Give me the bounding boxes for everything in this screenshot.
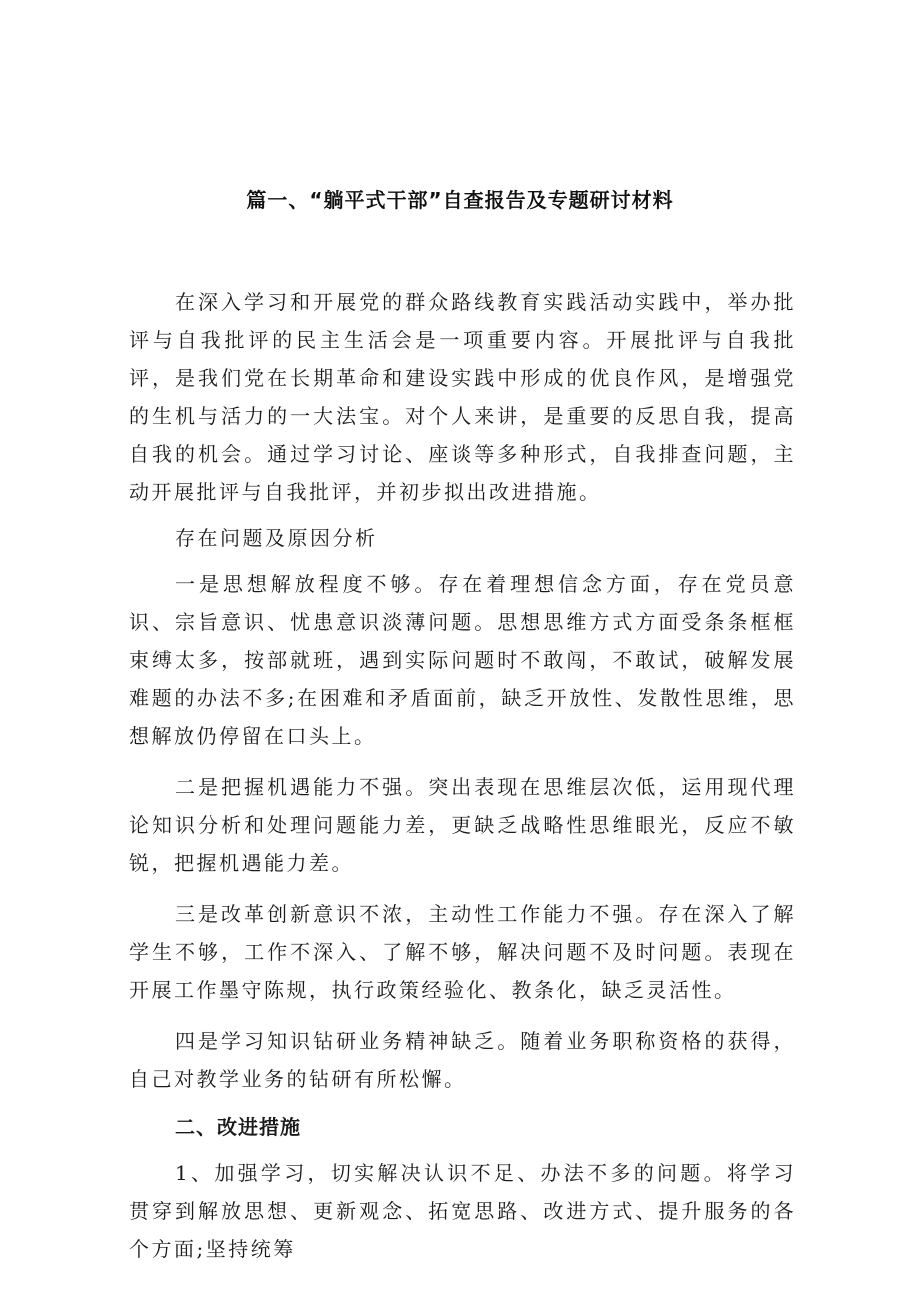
document-title: 篇一、“躺平式干部”自查报告及专题研讨材料: [246, 188, 674, 212]
paragraph-intro: 在深入学习和开展党的群众路线教育实践活动实践中，举办批评与自我批评的民主生活会是一项重要内容。开展批评与自我批评，是我们党在长期革命和建设实践中形成的优良作风，是增强党的生机与活力的一大法宝。对个人来讲，是重要的反思自我，提高自我的机会。通过学习讨论、座谈等多种形式，自我排查问题，主动开展批评与自我批评，并初步拟出改进措施。: [129, 290, 796, 504]
paragraph-problem-3: 三是改革创新意识不浓，主动性工作能力不强。存在深入了解学生不够，工作不深入、了解不够，解决问题不及时问题。表现在开展工作墨守陈规，执行政策经验化、教条化，缺乏灵活性。: [129, 902, 796, 1002]
paragraph-problem-4: 四是学习知识钻研业务精神缺乏。随着业务职称资格的获得，自己对教学业务的钻研有所松懈。: [129, 1029, 796, 1091]
section-heading-improvements: 二、改进措施: [175, 1115, 301, 1139]
paragraph-problems-heading: 存在问题及原因分析: [175, 526, 378, 550]
paragraph-measure-1: 1、加强学习，切实解决认识不足、办法不多的问题。将学习贯穿到解放思想、更新观念、拓宽思路、改进方式、提升服务的各个方面;坚持统筹: [129, 1161, 796, 1261]
document-body: [129, 283, 796, 1268]
paragraph-problem-2: 二是把握机遇能力不强。突出表现在思维层次低，运用现代理论知识分析和处理问题能力差，更缺乏战略性思维眼光，反应不敏锐，把握机遇能力差。: [129, 775, 796, 875]
paragraph-problem-1: 一是思想解放程度不够。存在着理想信念方面，存在党员意识、宗旨意识、忧患意识淡薄问题。思想思维方式方面受条条框框束缚太多，按部就班，遇到实际问题时不敢闯，不敢试，破解发展难题的办法不多;在困难和矛盾面前，缺乏开放性、发散性思维，思想解放仍停留在口头上。: [129, 572, 796, 748]
